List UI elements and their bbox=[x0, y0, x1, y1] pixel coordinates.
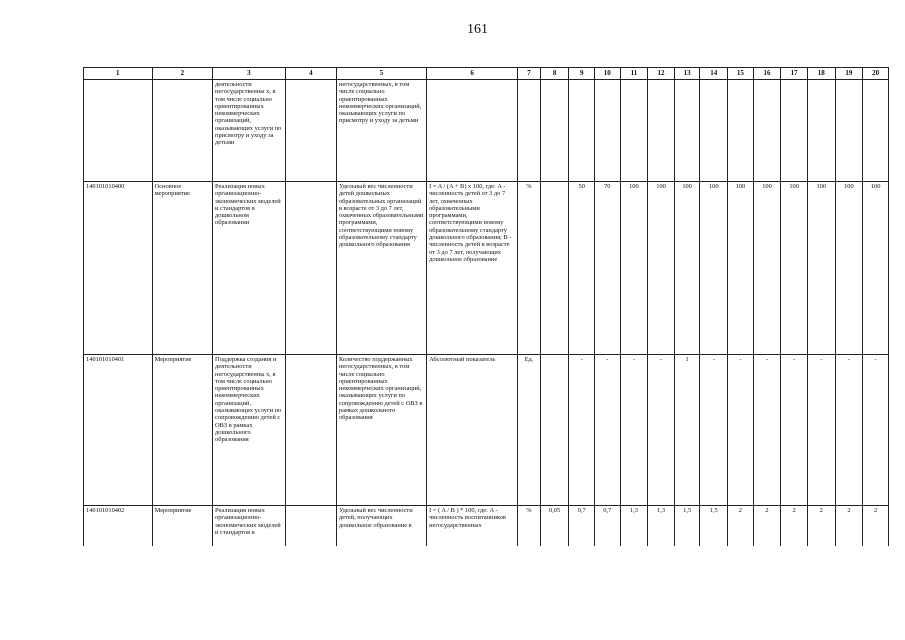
value-cell: - bbox=[728, 355, 754, 506]
value-cell bbox=[807, 80, 835, 182]
value-cell: 2 bbox=[807, 506, 835, 547]
header-cell: 8 bbox=[540, 68, 569, 80]
code-cell bbox=[84, 80, 153, 182]
value-cell: 2 bbox=[835, 506, 863, 547]
table-row bbox=[84, 80, 889, 182]
header-cell: 14 bbox=[700, 68, 728, 80]
header-cell: 20 bbox=[863, 68, 889, 80]
value-cell: - bbox=[620, 355, 648, 506]
value-cell: 100 bbox=[674, 182, 700, 355]
value-cell bbox=[674, 80, 700, 182]
name-cell: деятельности негосударственны х, в том числе социально ориентированных некоммерческих организаций, оказывающих услуги по присмотру и уходу за детьми bbox=[213, 80, 286, 182]
value-cell bbox=[700, 80, 728, 182]
table-row bbox=[84, 182, 889, 355]
indicator-cell: негосударственных, в том числе социально ориентированных некоммерческих организаций, оказывающих услуги по присмотру и уходу за детьми bbox=[336, 80, 426, 182]
value-cell bbox=[620, 80, 648, 182]
empty-cell bbox=[285, 355, 336, 506]
value-cell: - bbox=[807, 355, 835, 506]
value-cell: 0,7 bbox=[595, 506, 621, 547]
unit-cell: Ед. bbox=[518, 355, 541, 506]
name-cell: Реализация новых организационно-экономических моделей и стандартов в дошкольном образовании bbox=[213, 182, 286, 355]
formula-cell: Абсолютный показатель bbox=[427, 355, 518, 506]
header-cell: 13 bbox=[674, 68, 700, 80]
value-cell: - bbox=[781, 355, 808, 506]
value-cell: 100 bbox=[753, 182, 781, 355]
formula-cell: I = ( A / B ) * 100, где: A - численность воспитанников негосударственных bbox=[427, 506, 518, 547]
name-cell: Реализация новых организационно-экономических моделей и стандартов в bbox=[213, 506, 286, 547]
value-cell bbox=[595, 80, 621, 182]
unit-cell: % bbox=[518, 506, 541, 547]
type-cell: Мероприятие bbox=[152, 355, 212, 506]
empty-cell bbox=[285, 80, 336, 182]
empty-cell bbox=[285, 182, 336, 355]
header-cell: 2 bbox=[152, 68, 212, 80]
value-cell: 100 bbox=[807, 182, 835, 355]
value-cell bbox=[728, 80, 754, 182]
value-cell bbox=[753, 80, 781, 182]
indicator-cell: Удельный вес численности детей дошкольных образовательных организаций в возрасте от 3 до 7 лет, охваченных образовательными программами, соответствующими новому образовательному стандарту дошкольного образования bbox=[336, 182, 426, 355]
header-cell: 6 bbox=[427, 68, 518, 80]
value-cell: 100 bbox=[835, 182, 863, 355]
value-cell: - bbox=[569, 355, 595, 506]
value-cell: 1,3 bbox=[648, 506, 675, 547]
header-cell: 15 bbox=[728, 68, 754, 80]
value-cell: 100 bbox=[781, 182, 808, 355]
header-cell: 7 bbox=[518, 68, 541, 80]
formula-cell bbox=[427, 80, 518, 182]
header-row bbox=[84, 68, 889, 80]
header-cell: 18 bbox=[807, 68, 835, 80]
value-cell bbox=[863, 80, 889, 182]
value-cell: 100 bbox=[620, 182, 648, 355]
indicator-cell: Количество поддержанных негосударственных, в том числе социально ориентированных некоммерческих организаций, оказывающих услуги по сопровождению детей с ОВЗ в рамках дошкольного образования bbox=[336, 355, 426, 506]
header-cell: 10 bbox=[595, 68, 621, 80]
code-cell: 140101010401 bbox=[84, 355, 153, 506]
header-cell: 16 bbox=[753, 68, 781, 80]
unit-cell bbox=[518, 80, 541, 182]
header-cell: 11 bbox=[620, 68, 648, 80]
value-cell: 70 bbox=[595, 182, 621, 355]
indicator-cell: Удельный вес численности детей, получающих дошкольное образование в bbox=[336, 506, 426, 547]
value-cell: 1,5 bbox=[674, 506, 700, 547]
table-row bbox=[84, 506, 889, 547]
table-row bbox=[84, 355, 889, 506]
header-cell: 4 bbox=[285, 68, 336, 80]
header-cell: 17 bbox=[781, 68, 808, 80]
header-cell: 1 bbox=[84, 68, 153, 80]
value-cell: 2 bbox=[753, 506, 781, 547]
value-cell: - bbox=[648, 355, 675, 506]
value-cell: 1,3 bbox=[620, 506, 648, 547]
unit-cell: % bbox=[518, 182, 541, 355]
code-cell: 140101010400 bbox=[84, 182, 153, 355]
header-cell: 5 bbox=[336, 68, 426, 80]
value-cell: 50 bbox=[569, 182, 595, 355]
value-cell: 2 bbox=[863, 506, 889, 547]
type-cell bbox=[152, 80, 212, 182]
value-cell: 2 bbox=[728, 506, 754, 547]
indicators-table bbox=[83, 67, 889, 546]
value-cell: 100 bbox=[648, 182, 675, 355]
value-cell: 2 bbox=[781, 506, 808, 547]
name-cell: Поддержка создания и деятельности негосударственны х, в том числе социально ориентированных некоммерческих организаций, оказывающих услуги по сопровождению детей с ОВЗ в рамках дошкольного образования bbox=[213, 355, 286, 506]
value-cell: - bbox=[595, 355, 621, 506]
value-cell: - bbox=[863, 355, 889, 506]
code-cell: 140101010402 bbox=[84, 506, 153, 547]
value-cell: 100 bbox=[700, 182, 728, 355]
value-cell: 1 bbox=[674, 355, 700, 506]
value-cell bbox=[540, 182, 569, 355]
value-cell: - bbox=[700, 355, 728, 506]
formula-cell: I = A / (A + B) x 100, где: A - численность детей от 3 до 7 лет, охваченных образовательными программами, соответствующими новому образовательному стандарту дошкольного образования; B - численность детей в возрасте от 3 до 7 лет, получающих дошкольное образование bbox=[427, 182, 518, 355]
value-cell bbox=[648, 80, 675, 182]
value-cell: 1,5 bbox=[700, 506, 728, 547]
value-cell: 100 bbox=[863, 182, 889, 355]
header-cell: 3 bbox=[213, 68, 286, 80]
header-cell: 12 bbox=[648, 68, 675, 80]
header-cell: 19 bbox=[835, 68, 863, 80]
type-cell: Мероприятие bbox=[152, 506, 212, 547]
value-cell: 100 bbox=[728, 182, 754, 355]
value-cell bbox=[540, 355, 569, 506]
value-cell bbox=[781, 80, 808, 182]
value-cell: 0,7 bbox=[569, 506, 595, 547]
value-cell bbox=[569, 80, 595, 182]
type-cell: Основное мероприятие bbox=[152, 182, 212, 355]
page-number: 161 bbox=[467, 22, 488, 37]
value-cell: - bbox=[835, 355, 863, 506]
header-cell: 9 bbox=[569, 68, 595, 80]
value-cell: 0,05 bbox=[540, 506, 569, 547]
value-cell: - bbox=[753, 355, 781, 506]
value-cell bbox=[835, 80, 863, 182]
value-cell bbox=[540, 80, 569, 182]
empty-cell bbox=[285, 506, 336, 547]
